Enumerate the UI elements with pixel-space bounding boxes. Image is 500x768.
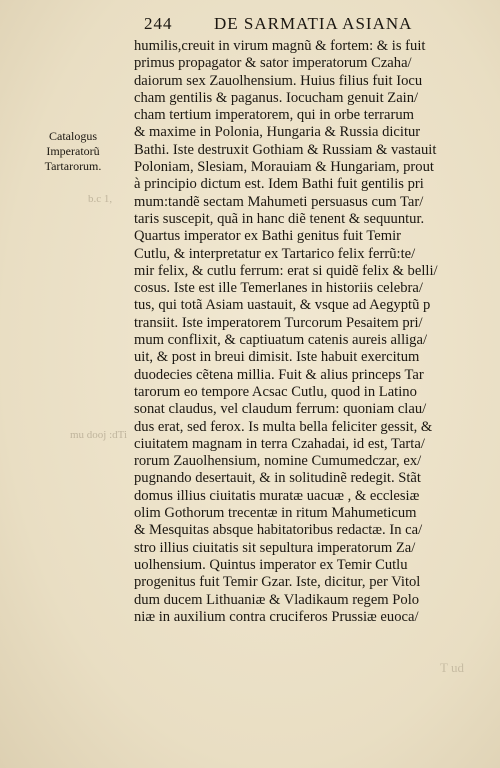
text-line: mum:tandẽ sectam Mahumeti persuasus cum Tar/ — [134, 193, 424, 210]
text-line: à principio dictum est. Idem Bathi fuit gentilis pri — [134, 176, 424, 193]
text-line: sonat claudus, vel claudum ferrum: quoniam clau/ — [134, 401, 427, 418]
text-line: Bathi. Iste destruxit Gothiam & Russiam & vastauit — [134, 141, 437, 158]
text-line: humilis,creuit in virum magnũ & fortem: & is fuit — [134, 38, 426, 54]
text-line: taris suscepit, quã in hanc diẽ tenent & sequuntur. — [134, 210, 425, 227]
text-line: dus erat, sed ferox. Is multa bella feliciter gessit, & — [134, 418, 433, 435]
margin-note-line: Imperatorũ — [46, 144, 100, 158]
text-line: Cutlu, & interpretatur ex Tartarico felix ferrũ:te/ — [134, 245, 416, 262]
text-line: stro illius ciuitatis sit sepultura imperatorum Za/ — [134, 539, 416, 556]
page-number: 244 — [144, 14, 173, 33]
bleed-through-text: b.c 1, — [88, 193, 113, 205]
text-line: uolhensium. Quintus imperator ex Temir Cutlu — [134, 556, 408, 573]
text-line: tarorum eo tempore Acsac Cutlu, quod in Latino — [134, 383, 417, 400]
margin-note-line: Tartarorum. — [44, 159, 102, 173]
catchword: T ud — [440, 660, 464, 675]
text-line: domus illius ciuitatis muratæ uacuæ , & ecclesiæ — [134, 487, 420, 504]
text-line: primus propagator & sator imperatorum Czaha/ — [134, 55, 412, 72]
text-line: & Mesquitas absque habitatoribus redactæ. In ca/ — [134, 522, 423, 539]
margin-note-line: Catalogus — [49, 129, 97, 143]
body-text — [134, 38, 482, 626]
text-line: tus, qui totã Asiam uastauit, & vsque ad Aegyptũ p — [134, 297, 431, 314]
bleed-through-text: mu dooj :dTi — [70, 429, 128, 441]
text-line: niæ in auxilium contra cruciferos Prussiæ euoca/ — [134, 608, 419, 625]
text-line: transiit. Iste imperatorem Turcorum Pesaitem pri/ — [134, 314, 423, 331]
text-line: daiorum sex Zauolhensium. Huius filius fuit Iocu — [134, 72, 423, 89]
text-line: duodecies cẽtena millia. Fuit & alius princeps Tar — [134, 366, 424, 383]
text-line: pugnando desertauit, & in solitudinẽ redegit. Stãt — [134, 470, 421, 487]
text-line: dum ducem Lithuaniæ & Vladikaum regem Polo — [134, 591, 420, 608]
text-line: & maxime in Polonia, Hungaria & Russia dicitur — [134, 124, 421, 141]
margin-note — [30, 129, 116, 174]
page-header — [144, 14, 464, 34]
text-line: cham gentilis & paganus. Iocucham genuit Zain/ — [134, 89, 419, 106]
text-line: progenitus fuit Temir Gzar. Iste, dicitur, per Vitol — [134, 574, 421, 591]
text-line: mir felix, & cutlu ferrum: erat si quidẽ felix & belli/ — [134, 262, 438, 279]
text-line: olim Gothorum trecentæ in ritum Mahumeticum — [134, 505, 417, 522]
text-line: cosus. Iste est ille Temerlanes in historiis celebra/ — [134, 280, 423, 297]
text-line: Poloniam, Slesiam, Morauiam & Hungariam, prout — [134, 159, 434, 176]
text-line: Quartus imperator ex Bathi genitus fuit Temir — [134, 228, 402, 245]
running-title: DE SARMATIA ASIANA — [214, 14, 413, 33]
text-line: uit, & post in breui dimisit. Iste habuit exercitum — [134, 349, 420, 366]
text-line: ciuitatem magnam in terra Czahadai, id est, Tarta/ — [134, 435, 425, 452]
text-line: mum conflixit, & captiuatum catenis aureis alliga/ — [134, 332, 428, 349]
text-line: rorum Zauolhensium, nomine Cumumedczar, ex/ — [134, 453, 422, 470]
text-line: cham tertium imperatorem, qui in orbe terrarum — [134, 107, 415, 124]
